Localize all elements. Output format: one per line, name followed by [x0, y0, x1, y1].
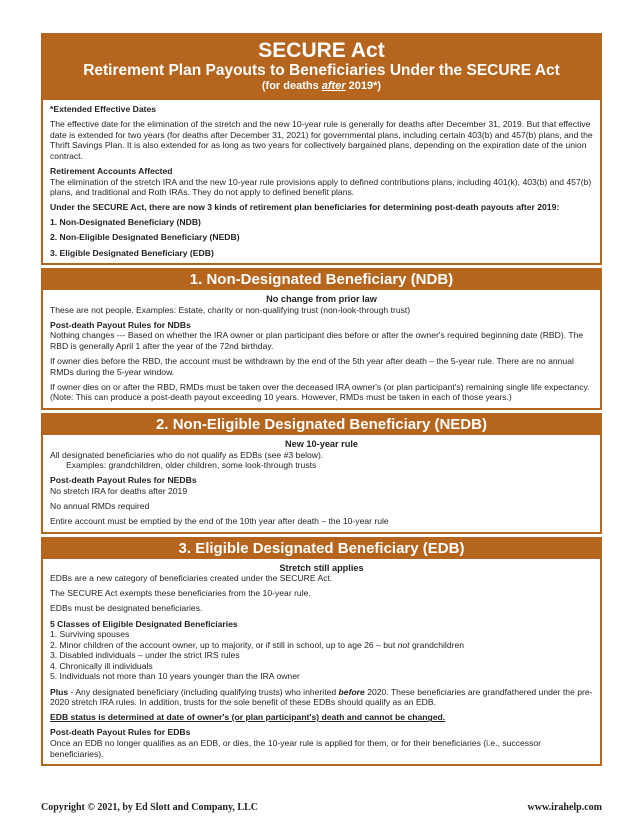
edb-rules-heading: Post-death Payout Rules for EDBs	[50, 727, 191, 738]
website-link[interactable]: www.irahelp.com	[527, 802, 602, 813]
page-title: SECURE Act	[258, 39, 385, 62]
edb-class-item: 4. Chronically ill individuals	[50, 660, 153, 671]
page-footer	[41, 802, 602, 813]
edb-plus-emphasis: before	[338, 686, 365, 697]
nedb-rules-heading: Post-death Payout Rules for NEDBs	[50, 475, 197, 486]
edb-text-3: EDBs must be designated beneficiaries.	[50, 603, 203, 614]
edb-box	[41, 559, 602, 767]
title-note-pre: (for deaths	[261, 80, 322, 92]
edb-plus-post: 2020. These beneficiaries are grandfathered under the pre-2020 stretch IRA rules. In addition, trusts for the sole benefit of these EDBs should qualify as an EDB.	[50, 686, 593, 708]
section-heading-ndb: 1. Non-Designated Beneficiary (NDB)	[41, 268, 602, 290]
nedb-subheading: New 10-year rule	[284, 438, 359, 449]
document	[41, 33, 602, 766]
edb-text-1: EDBs are a new category of beneficiaries created under the SECURE Act.	[50, 573, 333, 584]
edb-subheading: Stretch still applies	[279, 562, 364, 573]
edb-class-item	[50, 640, 593, 651]
title-note-post: 2019*)	[345, 80, 382, 92]
edb-plus-label: Plus	[50, 686, 69, 697]
edb-plus-pre: - Any designated beneficiary (including qualifying trusts) who inherited	[68, 686, 339, 697]
title-banner	[41, 33, 602, 100]
nedb-text-2: No stretch IRA for deaths after 2019	[50, 485, 188, 496]
copyright-text: Copyright © 2021, by Ed Slott and Company, LLC	[41, 802, 258, 813]
edb-class-2-pre: 2. Minor children of the account owner, up to majority, or if still in school, up to age 26 – but	[50, 639, 398, 650]
ndb-subheading: No change from prior law	[266, 294, 377, 305]
edb-classes-list	[50, 629, 593, 682]
edb-classes-heading: 5 Classes of Eligible Designated Beneficiaries	[50, 618, 238, 629]
nedb-text-4: Entire account must be emptied by the end of the 10th year after death – the 10-year rule	[50, 516, 389, 527]
edb-class-item: 3. Disabled individuals – under the strict IRS rules	[50, 650, 240, 661]
ndb-box	[41, 290, 602, 410]
ndb-text-3: If owner dies before the RBD, the account must be withdrawn by the end of the 5th year after death – the 5-year rule. There are no annual RMDs during the 5-year window.	[50, 356, 574, 377]
intro-heading-accounts: Retirement Accounts Affected	[50, 165, 173, 176]
nedb-box	[41, 435, 602, 534]
nedb-examples: Examples: grandchildren, older children, some look-through trusts	[66, 460, 317, 471]
intro-lead: Under the SECURE Act, there are now 3 kinds of retirement plan beneficiaries for determining post-death payouts after 2019:	[50, 202, 560, 213]
intro-list-item: 1. Non-Designated Beneficiary (NDB)	[50, 217, 201, 228]
section-heading-edb: 3. Eligible Designated Beneficiary (EDB)	[41, 537, 602, 559]
intro-heading-effective-dates: *Extended Effective Dates	[50, 104, 157, 114]
edb-text-4: Once an EDB no longer qualifies as an EDB, or dies, the 10-year rule is applied for them, or for their beneficiaries (i.e., successor beneficiaries).	[50, 737, 542, 759]
section-heading-nedb: 2. Non-Eligible Designated Beneficiary (NEDB)	[41, 413, 602, 435]
intro-list-item: 3. Eligible Designated Beneficiary (EDB)	[50, 247, 214, 258]
intro-box	[41, 100, 602, 265]
intro-accounts-text: The elimination of the stretch IRA and the new 10-year rule provisions apply to defined contributions plans, including 401(k), 403(b) and 457(b) plans, and traditional and Roth IRAs. They do not apply to defined benefit plans.	[50, 176, 592, 198]
nedb-text-3: No annual RMDs required	[50, 500, 150, 511]
ndb-text-2: Nothing changes --- Based on whether the IRA owner or plan participant dies before or after the owner's required beginning date (RBD). The RBD is generally April 1 after the year of the 72nd birthday.	[50, 330, 584, 351]
title-note	[43, 80, 600, 93]
edb-text-2: The SECURE Act exempts these beneficiaries from the 10-year rule.	[50, 588, 311, 599]
page-subtitle: Retirement Plan Payouts to Beneficiaries Under the SECURE Act	[83, 62, 560, 79]
edb-class-2-emphasis: not	[397, 639, 410, 650]
ndb-text-1: These are not people. Examples: Estate, charity or non-qualifying trust (non-look-through trust)	[50, 304, 411, 315]
edb-class-item: 1. Surviving spouses	[50, 629, 130, 640]
ndb-rules-heading: Post-death Payout Rules for NDBs	[50, 319, 191, 330]
title-note-emphasis: after	[321, 80, 346, 92]
edb-status-note: EDB status is determined at date of owner's (or plan participant's) death and cannot be changed.	[50, 712, 446, 723]
edb-plus-text	[50, 687, 593, 708]
nedb-text-1: All designated beneficiaries who do not qualify as EDBs (see #3 below).	[50, 449, 324, 460]
edb-class-item: 5. Individuals not more than 10 years younger than the IRA owner	[50, 671, 300, 682]
intro-list-item: 2. Non-Eligible Designated Beneficiary (NEDB)	[50, 232, 240, 243]
edb-class-2-post: grandchildren	[409, 639, 465, 650]
intro-effective-dates-text: The effective date for the elimination of the stretch and the new 10-year rule is generally for deaths after December 31, 2019. But that effective date is extended for two years (for deaths after December 31, 2021) for governmental plans, including certain 403(b) and 457(b) plans, and the Thrift Savings Plan. It is also extended for as long as two years for collectively bargained plans, depending on the expiration date of the union contract.	[50, 119, 593, 161]
ndb-text-4: If owner dies on or after the RBD, RMDs must be taken over the deceased IRA owner's (or plan participant's) remaining single life expectancy. (Note: This can produce a post-death payout exceeding 10 years. However, RMDs must be taken in each of those years.)	[50, 381, 590, 403]
